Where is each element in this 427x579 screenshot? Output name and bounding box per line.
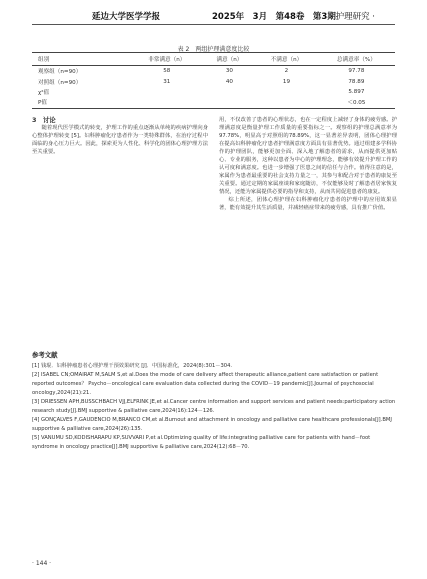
table-cell [204, 87, 255, 97]
table-cell: ＜0.05 [318, 97, 395, 108]
discussion-left-column [32, 116, 208, 156]
discussion-right-column [219, 116, 397, 212]
table-caption: 表 2 两组护理满意度比较 [177, 46, 250, 53]
table-cell: 78.89 [348, 78, 365, 85]
reference-item: [1] 钱琨．妇科肿瘤患者心理护理干预效果研究 [J]．中国标准化，2024(8):301－304. [32, 363, 233, 369]
reference-item: [2] ISABEL CN;OMAIRAT M,SALM S,et al.Does the mode of care delivery affect therapeutic alliance,patient care satisfaction or patient reported outcomes？ Psycho－oncological care evaluation data collected during the COVID－19 pandemic[J].Journal of psychosocial oncology,2024(21):21. [32, 372, 379, 396]
table-cell: 观察组（n=90） [38, 69, 82, 76]
table-cell: 对照组（n=90） [38, 79, 82, 86]
table-cell: 40 [225, 78, 233, 85]
table-row [32, 87, 395, 97]
references-title: 参考文献 [32, 351, 58, 359]
column-header: 满意（n） [204, 53, 255, 66]
reference-item: [3] DRIESSEN APH,BUSSCHBACH VJJ,ELFRINK JE,et al.Cancer centre information and support services and patient needs:participatory action research study[J].BMJ supportive & palliative care,2024(16):124－126. [32, 399, 396, 414]
reference-item: [4] GONÇALVES F,GAUDENCIO M,BRANCO CM,et al.Burnout and attachment in oncology and palliative care healthcare professionals[J].BMJ supportive & palliative care,2024(26):135. [32, 417, 392, 432]
table-cell: P值 [32, 97, 130, 108]
column-header: 不满意（n） [255, 53, 318, 66]
table-cell: 31 [163, 78, 171, 85]
table-cell [130, 97, 204, 108]
table-cell [130, 87, 204, 97]
column-header: 组别 [32, 53, 130, 66]
section-heading: 3 讨论 [32, 116, 56, 124]
table-cell: 30 [225, 68, 233, 75]
section-label: · 护理研究 · [330, 12, 375, 22]
running-header [32, 10, 395, 24]
satisfaction-table [32, 52, 395, 109]
table-cell: 5.897 [348, 88, 365, 95]
paragraph: 随着现代医学模式的转变，护理工作的重点逐渐从单纯的疾病护理向身心整体护理转变 [5]。妇科肿瘤化疗患者作为一类特殊群体，在治疗过程中面临的身心压力巨大。因此，探索更为人性化、科学化的团体心理护理方法至关重要。 [32, 125, 208, 155]
table-cell [204, 97, 255, 108]
page-number: · 144 · [32, 560, 52, 567]
table-cell [255, 97, 318, 108]
table-cell: 2 [284, 68, 289, 75]
reference-item: [5] VANUMU SD,KODISHARAPU KP,SUVVARI P,et al.Optimizing quality of life:integrating palliative care for patients with hand－foot syndrome in oncology practice[J].BMJ supportive & palliative care,2024(12):68－70. [32, 435, 371, 450]
issue-info: 2025年 3月 第48卷 第3期 [212, 12, 336, 22]
header-rule [32, 24, 395, 25]
references-list [32, 362, 397, 452]
paragraph: 综上所述，团体心理护理在妇科肿瘤化疗患者的护理中的应用效果显著，能有效提升其生活质量，并减轻癌症带来的疲劳感，具有推广价值。 [219, 197, 397, 211]
table-row [32, 76, 395, 86]
table-cell: 97.78 [348, 68, 365, 75]
table-row [32, 97, 395, 108]
paragraph: 用，不仅改善了患者的心理状态，也在一定程度上减轻了身体的疲劳感。护理满意度是衡量护理工作质量的重要指标之一。观察组的护理总满意率为97.78%，明显高于对照组的78.89%，这一显著差异表明，团体心理护理在提高妇科肿瘤化疗患者护理满意度方面具有显著优势。通过组建多学科协作的护理团队，能够更加全面、深入地了解患者的需求，从而提供更加贴心、专业的服务，这种以患者为中心的护理理念，能够有效提升护理工作的认可度和满意度。也进一步增强了医患之间的信任与合作。值得注意的是，家属作为患者最重要的社会支持力量之一，其参与和配合对于患者的康复至关重要。通过定期的家属座谈和家庭随访，不仅能够及时了解患者居家恢复情况，还能为家属提供必要的指导和支持，从而共同促进患者的康复。 [219, 117, 397, 195]
table-cell [255, 87, 318, 97]
table-cell: 58 [163, 68, 171, 75]
table-cell: χ²值 [38, 89, 50, 96]
table-row [32, 66, 395, 77]
column-header: 非常满意（n） [130, 53, 204, 66]
table-cell: 19 [282, 78, 291, 85]
column-header: 总满意率（%） [318, 53, 395, 66]
journal-name: 延边大学医学学报 [92, 12, 161, 22]
